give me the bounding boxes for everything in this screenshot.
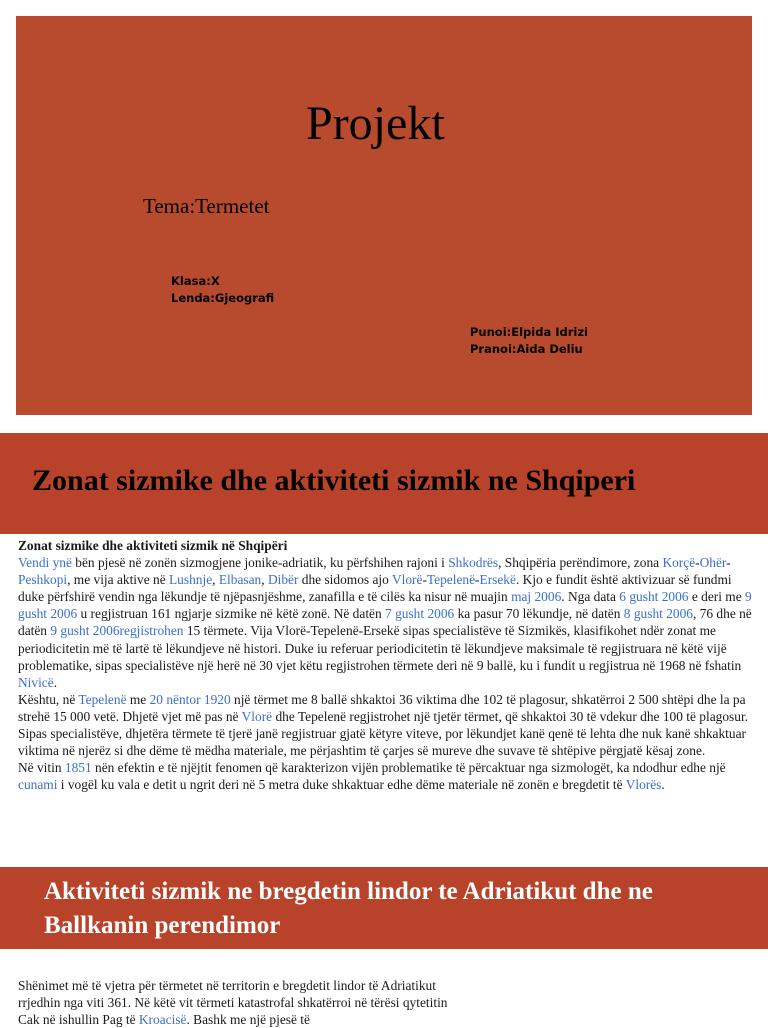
section-heading: Aktiviteti sizmik ne bregdetin lindor te Adriatikut dhe ne Ballkanin perendimor (44, 878, 653, 939)
link-vlore-2[interactable]: Vlorë (241, 708, 273, 724)
text-run: ka pasur 70 lëkundje, në datën (454, 606, 624, 622)
text-run: Në vitin (18, 760, 65, 776)
class-label: Klasa:X (171, 274, 220, 288)
reviewer-label: Pranoi:Aida Deliu (470, 342, 583, 356)
section2-body (18, 977, 448, 1028)
section-header-seismic-zones (0, 433, 768, 534)
article-title: Zonat sizmike dhe aktiviteti sizmik në Shqipëri (18, 538, 288, 553)
text-run: një tërmet me 8 ballë shkaktoi 36 viktima dhe 102 të plagosur, shkatërroi 2 500 shtëpi dhe la pa strehë 15 000 vetë. Dhjetë vjet më pas në (18, 691, 746, 724)
link-shkodres[interactable]: Shkodrës (448, 555, 499, 571)
link-ersek[interactable]: Ersekë (479, 572, 516, 588)
subject-label: Lenda:Gjeografi (171, 291, 275, 305)
author-label: Punoi:Elpida Idrizi (470, 325, 588, 339)
section-heading: Zonat sizmike dhe aktiviteti sizmik ne Shqiperi (32, 464, 636, 497)
link-tepelene[interactable]: Tepelenë (426, 572, 476, 588)
text-run: . Bashk me një pjesë të (186, 1012, 310, 1028)
section-header-adriatic (0, 867, 768, 949)
text-run: e deri me (688, 589, 746, 605)
link-elbasan[interactable]: Elbasan (218, 572, 262, 588)
slide-title: Projekt (306, 97, 445, 150)
link-9-gusht-2006[interactable]: 9 gusht 2006 (18, 589, 752, 622)
link-7-gusht-2006[interactable]: 7 gusht 2006 (385, 606, 455, 622)
article-paragraph-3 (18, 759, 758, 793)
text-run: i vogël ku vala e detit u ngrit deri në 5 metra duke shkaktuar edhe dëme materiale në zonën e bregdetit të (57, 777, 626, 793)
article-paragraph-1 (18, 554, 758, 691)
text-run: , (212, 572, 219, 588)
link-tepelene-2[interactable]: Tepelenë (78, 691, 127, 707)
text-run: u regjistruan 161 ngjarje sizmike në këtë zonë. Në datën (77, 606, 386, 622)
link-peshkopi[interactable]: Peshkopi (18, 572, 68, 588)
link-8-gusht-2006[interactable]: 8 gusht 2006 (623, 606, 693, 622)
text-run: , Shqipëria perëndimore, zona (498, 555, 663, 571)
text-run: - (726, 555, 731, 571)
text-run: 15 tërmete. Vija Vlorë-Tepelenë-Ersekë sipas specialistëve të Sizmikës, klasifikohet ndër zonat me periodicitetin më të lartë të lëkundjeve në histori. Duke iu referuar periodicitetin të lëkundjeve maksimale të regjistruara në këtë vijë problematike, sipas specialistëve një herë në 30 vjet këtu regjistrohen tërmete deri në 9 ballë, ku i fundit u regjistrua në 1968 në fshatin (18, 623, 742, 673)
slide-meta-right (470, 324, 588, 358)
link-vendi-yne[interactable]: Vendi ynë (18, 555, 72, 571)
text-run: - (422, 572, 427, 588)
text-run: bën pjesë në zonën sizmogjene jonike-adriatik, ku përfshihen rajoni i (71, 555, 449, 571)
text-run: me (126, 691, 150, 707)
text-run: - (695, 555, 700, 571)
link-korce[interactable]: Korçë (662, 555, 696, 571)
text-run: . Nga data (561, 589, 620, 605)
text-run: . Kjo e fundit është aktivizuar së fundmi duke përfshirë vendin nga lëkundje të njëpasnjëshme, zanafilla e të cilës ka nisur në muajin (18, 572, 732, 605)
link-20-nentor-1920[interactable]: 20 nëntor 1920 (149, 691, 231, 707)
link-6-gusht-2006[interactable]: 6 gusht 2006 (619, 589, 689, 605)
slide-topic: Tema:Termetet (143, 194, 270, 218)
text-run: nën efektin e të njëjtit fenomen që karakterizon vijën problematike të përcaktuar nga sizmologët, ka ndodhur edhe një (91, 760, 726, 776)
link-oher[interactable]: Ohër (699, 555, 727, 571)
section2-paragraph (18, 977, 448, 1028)
text-run: , me vija aktive në (67, 572, 169, 588)
text-run: , 76 dhe në datën (18, 606, 752, 639)
link-9-gusht-2006-regjistrohen[interactable]: 9 gusht 2006regjistrohen (50, 623, 184, 639)
link-vlores[interactable]: Vlorës (625, 777, 662, 793)
link-vlore[interactable]: Vlorë (391, 572, 423, 588)
link-diber[interactable]: Dibër (267, 572, 299, 588)
text-run: . (53, 674, 58, 690)
text-run: dhe sidomos ajo (298, 572, 392, 588)
text-run: . (661, 777, 665, 793)
title-slide (16, 16, 752, 415)
text-run: Shënimet më të vjetra për tërmetet në territorin e bregdetit lindor të Adriatikut rrjedhin nga viti 361. Në këtë vit tërmeti katastrofal shkatërroi në tërësi qytetitin Cak në ishullin Pag të (18, 978, 448, 1028)
link-1851[interactable]: 1851 (64, 760, 92, 776)
text-run: , (261, 572, 268, 588)
text-run: - (475, 572, 480, 588)
link-cunami[interactable]: cunami (18, 777, 58, 793)
link-nivice[interactable]: Nivicë (18, 674, 54, 690)
article-body (18, 537, 758, 793)
article-paragraph-2 (18, 691, 758, 759)
link-maj-2006[interactable]: maj 2006 (511, 589, 562, 605)
text-run: Kështu, në (18, 691, 79, 707)
text-run: dhe Tepelenë regjistrohet një tjetër tërmet, që shkaktoi 30 të vdekur dhe 100 të plagosur. Sipas specialistëve, dhjetëra tërmete të tjerë janë regjistruar gjatë këtyre viteve, por lëkundjet kanë qenë të lehta dhe nuk kanë shkaktuar viktima në njerëz si dhe dëme të mëdha materiale, me përjashtim të çarjes së mureve dhe suvave të shtëpive përgjatë kësaj zone. (18, 708, 749, 759)
link-lushnje[interactable]: Lushnje (169, 572, 213, 588)
slide-meta-left (171, 273, 274, 307)
link-kroacise[interactable]: Kroacisë (138, 1012, 187, 1028)
